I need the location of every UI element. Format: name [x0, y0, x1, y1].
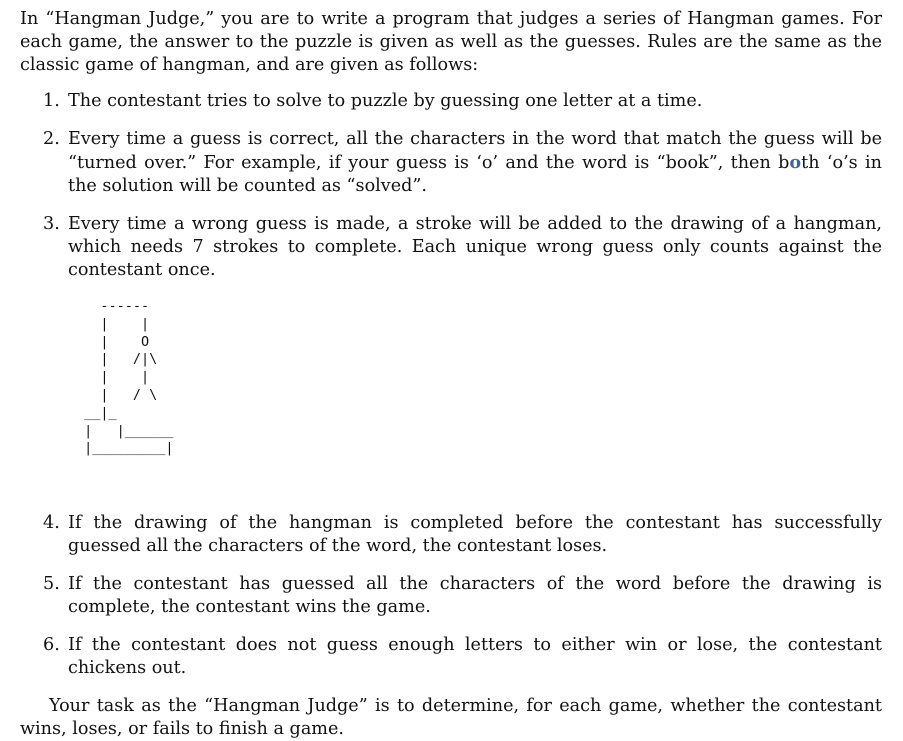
- intro-paragraph: In “Hangman Judge,” you are to write a program that judges a series of Hangman games. For each game, the answer to the puzzle is given as well as the guesses. Rules are the same as the classic game of hangman, and are given as follows:: [20, 9, 882, 75]
- closing-paragraph: Your task as the “Hangman Judge” is to determine, for each game, whether the contestant wins, loses, or fails to finish a game.: [20, 696, 882, 739]
- rule-text: The contestant tries to solve to puzzle by guessing one letter at a time.: [68, 91, 703, 111]
- rule-item-5: [20, 573, 882, 619]
- rule-item-1: [20, 90, 882, 113]
- rule-text: If the drawing of the hangman is completed before the contestant has successfully guessed all the characters of the word, the contestant loses.: [68, 513, 882, 556]
- highlighted-letter: o: [789, 152, 802, 173]
- rule-item-3: [20, 213, 882, 282]
- rule-text-part: Every time a guess is correct, all the characters in the word that match the guess will be “turned over.” For example, if your guess is ‘o’ and the word is “book”, then b: [68, 129, 882, 173]
- rule-number: 1.: [43, 91, 60, 111]
- rule-item-6: [20, 634, 882, 680]
- rule-number: 4.: [43, 513, 60, 533]
- rule-item-2: [20, 128, 882, 198]
- rule-text: Every time a wrong guess is made, a stroke will be added to the drawing of a hangman, which needs 7 strokes to complete. Each unique wrong guess only counts against the contestant once.: [68, 214, 882, 280]
- rule-number: 2.: [43, 129, 60, 149]
- rule-number: 6.: [43, 635, 60, 655]
- rule-number: 5.: [43, 574, 60, 594]
- rule-text: If the contestant has guessed all the characters of the word before the drawing is complete, the contestant wins the game.: [68, 574, 882, 617]
- rule-text: If the contestant does not guess enough letters to either win or lose, the contestant chickens out.: [68, 635, 882, 678]
- rules-list-continued: [20, 512, 882, 680]
- rule-number: 3.: [43, 214, 60, 234]
- rule-item-4: [20, 512, 882, 558]
- problem-statement: [20, 8, 882, 741]
- rule-text-part: th ‘o’s in the solution will be counted as “solved”.: [68, 153, 882, 196]
- rules-list: [20, 90, 882, 282]
- rule-text: [68, 129, 882, 196]
- hangman-drawing: ------ | | | O | /|\ | | | / \ __|_ | |______ |_________|: [84, 298, 174, 457]
